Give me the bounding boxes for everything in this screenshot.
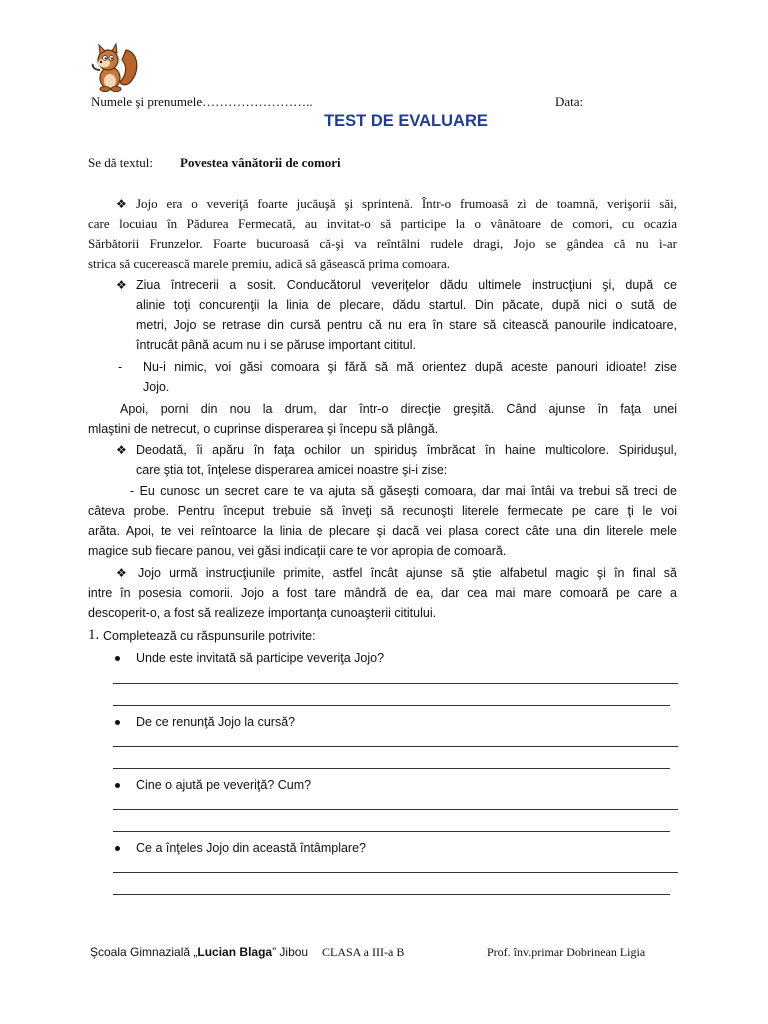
story-line: întrucât până acum nu i se păruse important cititul. [136,338,417,352]
answer-line[interactable] [113,831,670,832]
question-bullet [115,846,120,851]
squirrel-icon [86,40,140,94]
exercise-instruction: Completează cu răspunsurile potrivite: [103,629,316,643]
story-line: Ziua întrecerii a sosit. Conducătorul veveriţelor dădu ultimele instrucţiuni şi, după ce [136,278,677,292]
footer-teacher: Prof. înv.primar Dobrinean Ligia [487,945,646,959]
story-line: strica să cucerească marele premiu, adică să găsească prima comoara. [88,256,450,271]
question-bullet [115,783,120,788]
story-line: Apoi, porni din nou la drum, dar într-o direcţie greşită. Când ajunse în faţa unei [120,402,677,416]
story-line: Jojo urmă instrucţiunile primite, astfel încât ajunse să ştie alfabetul magic şi în final să [138,566,677,580]
story-line: alinie toţi concurenţii la linia de plecare, dădu startul. Din păcate, după nici o sută de [136,298,677,312]
question-text: Ce a înţeles Jojo din această întâmplare? [136,841,366,855]
story-line: Sărbătorii Frunzelor. Foarte bucuroasă că-şi va reîntâlni rudele dragi, Jojo se gândea că nu i-ar [88,236,677,251]
answer-line[interactable] [113,683,678,684]
answer-line[interactable] [113,809,678,810]
question-bullet [115,720,120,725]
answer-line[interactable] [113,894,670,895]
story-line: intre în posesia comorii. Jojo a fost tare mândră de ea, dar cea mai mare comoară pe care a [88,586,677,600]
diamond-bullet-icon: ❖ [116,443,127,457]
story-line: mlaştini de netrecut, o cuprinse disperarea şi începu să plângă. [88,422,439,436]
question-text: Cine o ajută pe veveriţă? Cum? [136,778,312,792]
story-line: care ştia tot, înţelese disperarea amicei noastre şi-i zise: [136,463,448,477]
diamond-bullet-icon: ❖ [116,278,127,292]
exercise-number: 1. [88,627,100,643]
name-field-label: Numele şi prenumele…………………….. [91,94,313,109]
question-text: Unde este invitată să participe veveriţa Jojo? [136,651,385,665]
story-line: câteva probe. Pentru început trebuie să înveţi să recunoşti literele fermecate pe care ţi le voi [88,504,677,518]
question-text: De ce renunţă Jojo la cursă? [136,715,296,729]
answer-line[interactable] [113,746,678,747]
page-title: TEST DE EVALUARE [324,112,488,130]
story-line: Jojo. [143,380,170,394]
story-line: Nu-i nimic, voi găsi comoara şi fără să mă orientez după aceste panouri idioate! zise [143,360,677,374]
dialogue-dash: - [118,360,123,374]
story-line: Deodată, îi apăru în faţa ochilor un spiriduş îmbrăcat în haine multicolore. Spiriduşul, [136,443,677,457]
story-line: arăta. Apoi, te vei reîntoarce la linia de plecare şi dacă vei plasa corect câte una din literele mele [88,524,677,538]
answer-line[interactable] [113,768,670,769]
answer-line[interactable] [113,705,670,706]
answer-line[interactable] [113,872,678,873]
story-line: - Eu cunosc un secret care te va ajuta să găseşti comoara, dar mai întâi va trebui să treci de [130,484,677,498]
diamond-bullet-icon: ❖ [116,197,127,211]
story-line: descoperit-o, a fost să realizeze importanţa cunoaşterii cititului. [88,606,437,620]
story-line: Jojo era o veveriţă foarte jucăuşă şi sprintenă. Într-o frumoasă zi de toamnă, verişorii săi, [136,196,677,211]
story-line: metri, Jojo se retrase din cursă pentru că nu era în stare să citească panourile indicatoare, [136,318,677,332]
text-intro-label: Se dă textul: [88,155,153,170]
question-bullet [115,656,120,661]
story-line: magice sub fiecare panou, vei găsi indicaţii care te vor apropia de comoară. [88,544,507,558]
date-field-label: Data: [555,94,584,109]
diamond-bullet-icon: ❖ [116,566,127,580]
story-title: Povestea vânătorii de comori [180,155,341,170]
footer-class: CLASA a III-a B [322,945,405,959]
footer-school: Şcoala Gimnazială „Lucian Blaga” Jibou [90,945,309,959]
story-line: care locuiau în Pădurea Fermecată, au invitat-o să participe la o vânătoare de comori, cu ocazia [88,216,677,231]
